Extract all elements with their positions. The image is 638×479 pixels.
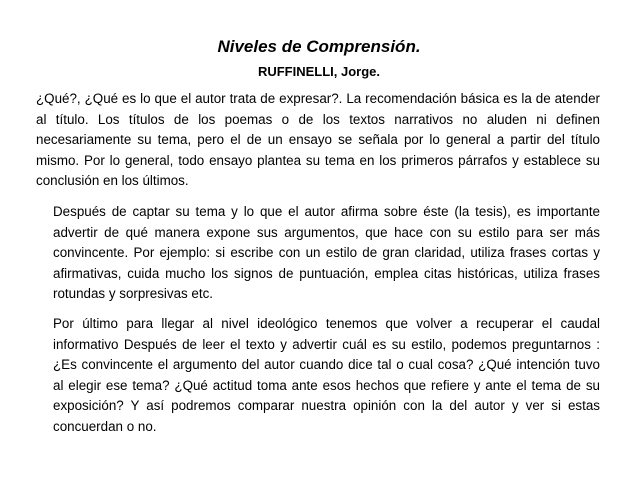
paragraph-1: ¿Qué?, ¿Qué es lo que el autor trata de expresar?. La recomendación básica es la de atender al título. Los títulos de los poemas o de los textos narrativos no aluden ni definen necesariamente su tema, pero el de un ensayo se señala por lo general a partir del título mismo. Por lo general, todo ensayo plantea su tema en los primeros párrafos y establece su conclusión en los últimos. <box>36 91 600 188</box>
document-title: Niveles de Comprensión. <box>217 37 421 56</box>
paragraph-2: Después de captar su tema y lo que el autor afirma sobre éste (la tesis), es importante advertir de qué manera expone sus argumentos, que hace con su estilo para ser más convincente. Por ejemplo: si escribe con un estilo de gran claridad, utiliza frases cortas y afirmativas, cuida mucho los signos de puntuación, emplea citas históricas, utiliza frases rotundas y sorpresivas etc. <box>53 204 600 301</box>
paragraph-3: Por último para llegar al nivel ideológico tenemos que volver a recuperar el caudal informativo Después de leer el texto y advertir cuál es su estilo, podemos preguntarnos : ¿Es convincente el argumento del autor cuando dice tal o cual cosa? ¿Qué intención tuvo al elegir ese tema? ¿Qué actitud toma ante esos hechos que refiere y ante el tema de su exposición? Y así podremos comparar nuestra opinión con la del autor y ver si estas concuerdan o no. <box>53 316 600 434</box>
document-author: RUFFINELLI, Jorge. <box>257 64 381 79</box>
